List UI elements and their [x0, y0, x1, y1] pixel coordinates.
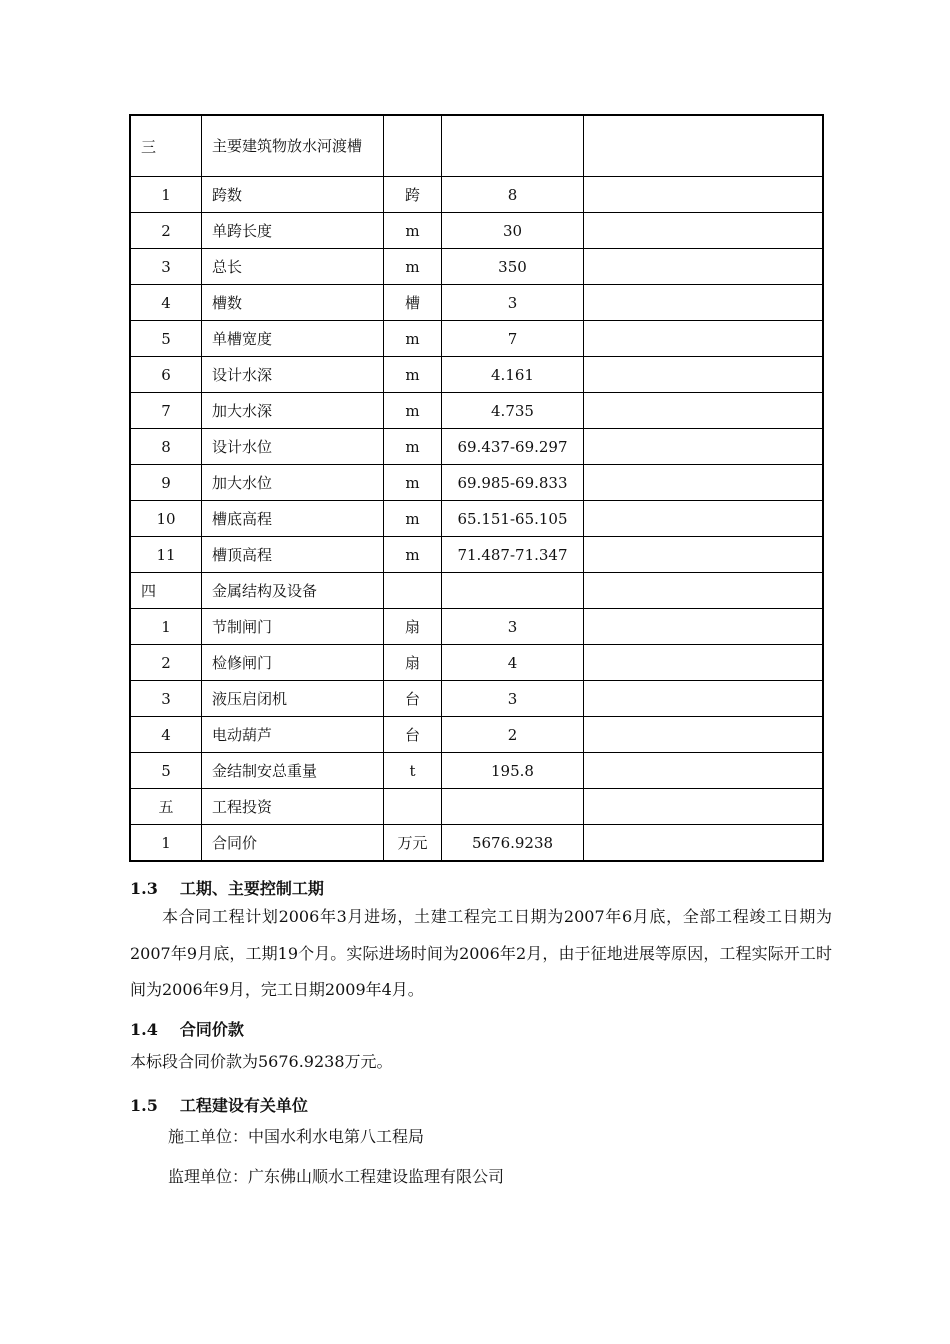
note-cell: [584, 717, 824, 753]
row-number: 2: [130, 645, 202, 681]
section-row-4: [130, 573, 823, 609]
row-unit: m: [384, 393, 442, 429]
row-name: 设计水深: [202, 357, 384, 393]
row-number: 9: [130, 465, 202, 501]
section-name: 工程投资: [202, 789, 384, 825]
table-row: [130, 321, 823, 357]
row-unit: 台: [384, 717, 442, 753]
section-number: 四: [130, 573, 202, 609]
table-row: [130, 825, 823, 862]
row-number: 7: [130, 393, 202, 429]
table-row: [130, 249, 823, 285]
row-name: 单跨长度: [202, 213, 384, 249]
row-name: 槽数: [202, 285, 384, 321]
row-name: 合同价: [202, 825, 384, 862]
table-row: [130, 501, 823, 537]
note-cell: [584, 357, 824, 393]
row-number: 5: [130, 753, 202, 789]
row-value: 4: [442, 645, 584, 681]
section-unit: [384, 573, 442, 609]
row-number: 1: [130, 825, 202, 862]
row-number: 4: [130, 717, 202, 753]
heading-title: 合同价款: [179, 1020, 244, 1039]
row-value: 350: [442, 249, 584, 285]
project-parameters-table: [129, 114, 824, 862]
row-number: 4: [130, 285, 202, 321]
row-number: 1: [130, 177, 202, 213]
heading-1-5: [130, 1093, 308, 1116]
row-unit: m: [384, 429, 442, 465]
section-number: 五: [130, 789, 202, 825]
section-name: 金属结构及设备: [202, 573, 384, 609]
row-name: 液压启闭机: [202, 681, 384, 717]
table-row: [130, 285, 823, 321]
note-cell: [584, 429, 824, 465]
heading-title: 工期、主要控制工期: [179, 879, 324, 898]
note-cell: [584, 177, 824, 213]
row-value: 3: [442, 285, 584, 321]
row-value: 4.161: [442, 357, 584, 393]
table-row: [130, 357, 823, 393]
note-cell: [584, 753, 824, 789]
section-unit: [384, 115, 442, 177]
row-unit: 万元: [384, 825, 442, 862]
note-cell: [584, 501, 824, 537]
row-value: 2: [442, 717, 584, 753]
table-row: [130, 213, 823, 249]
note-cell: [584, 115, 824, 177]
section-value: [442, 115, 584, 177]
table-row: [130, 717, 823, 753]
row-value: 8: [442, 177, 584, 213]
table-row: [130, 393, 823, 429]
note-cell: [584, 537, 824, 573]
table-row: [130, 753, 823, 789]
note-cell: [584, 285, 824, 321]
row-name: 加大水深: [202, 393, 384, 429]
heading-number: 1.5: [130, 1096, 158, 1115]
row-number: 2: [130, 213, 202, 249]
heading-number: 1.4: [130, 1020, 158, 1039]
row-number: 6: [130, 357, 202, 393]
contract-price-paragraph: 本标段合同价款为5676.9238万元。: [130, 1052, 393, 1071]
supervision-unit-line: 监理单位：广东佛山顺水工程建设监理有限公司: [168, 1167, 505, 1186]
row-value: 65.151-65.105: [442, 501, 584, 537]
note-cell: [584, 249, 824, 285]
note-cell: [584, 645, 824, 681]
row-unit: t: [384, 753, 442, 789]
table-row: [130, 465, 823, 501]
row-unit: m: [384, 537, 442, 573]
note-cell: [584, 321, 824, 357]
section-row-3: [130, 115, 823, 177]
row-number: 10: [130, 501, 202, 537]
construction-unit-line: 施工单位：中国水利水电第八工程局: [168, 1127, 425, 1146]
row-unit: 跨: [384, 177, 442, 213]
row-number: 5: [130, 321, 202, 357]
note-cell: [584, 681, 824, 717]
row-unit: m: [384, 213, 442, 249]
row-value: 7: [442, 321, 584, 357]
table-row: [130, 609, 823, 645]
section-value: [442, 573, 584, 609]
heading-number: 1.3: [130, 879, 158, 898]
row-name: 单槽宽度: [202, 321, 384, 357]
row-name: 加大水位: [202, 465, 384, 501]
table-row: [130, 681, 823, 717]
schedule-paragraph: 本合同工程计划2006年3月进场，土建工程完工日期为2007年6月底，全部工程竣工日期为2007年9月底，工期19个月。实际进场时间为2006年2月，由于征地进展等原因，工程实际开工时间为2006年9月，完工日期2009年4月。: [130, 907, 832, 999]
section-value: [442, 789, 584, 825]
note-cell: [584, 465, 824, 501]
row-unit: m: [384, 501, 442, 537]
table-row: [130, 429, 823, 465]
row-value: 195.8: [442, 753, 584, 789]
heading-title: 工程建设有关单位: [179, 1096, 308, 1115]
row-value: 4.735: [442, 393, 584, 429]
row-number: 3: [130, 681, 202, 717]
row-name: 检修闸门: [202, 645, 384, 681]
row-value: 69.437-69.297: [442, 429, 584, 465]
row-name: 总长: [202, 249, 384, 285]
row-number: 8: [130, 429, 202, 465]
row-value: 3: [442, 681, 584, 717]
row-value: 71.487-71.347: [442, 537, 584, 573]
row-name: 电动葫芦: [202, 717, 384, 753]
note-cell: [584, 573, 824, 609]
section-row-5: [130, 789, 823, 825]
row-value: 3: [442, 609, 584, 645]
row-value: 5676.9238: [442, 825, 584, 862]
row-name: 设计水位: [202, 429, 384, 465]
row-number: 3: [130, 249, 202, 285]
table-row: [130, 537, 823, 573]
row-unit: 台: [384, 681, 442, 717]
table-row: [130, 645, 823, 681]
note-cell: [584, 393, 824, 429]
table-body: [130, 115, 823, 861]
note-cell: [584, 609, 824, 645]
row-unit: 扇: [384, 645, 442, 681]
row-unit: 槽: [384, 285, 442, 321]
row-name: 跨数: [202, 177, 384, 213]
note-cell: [584, 213, 824, 249]
row-name: 槽底高程: [202, 501, 384, 537]
section-name: 主要建筑物放水河渡槽: [202, 115, 384, 177]
note-cell: [584, 825, 824, 862]
heading-1-3: [130, 876, 324, 899]
row-unit: m: [384, 357, 442, 393]
row-unit: 扇: [384, 609, 442, 645]
table-row: [130, 177, 823, 213]
row-name: 槽顶高程: [202, 537, 384, 573]
section-unit: [384, 789, 442, 825]
row-name: 节制闸门: [202, 609, 384, 645]
row-value: 30: [442, 213, 584, 249]
row-unit: m: [384, 321, 442, 357]
row-value: 69.985-69.833: [442, 465, 584, 501]
row-name: 金结制安总重量: [202, 753, 384, 789]
section-number: 三: [130, 115, 202, 177]
note-cell: [584, 789, 824, 825]
row-number: 1: [130, 609, 202, 645]
row-number: 11: [130, 537, 202, 573]
row-unit: m: [384, 249, 442, 285]
row-unit: m: [384, 465, 442, 501]
heading-1-4: [130, 1017, 244, 1040]
